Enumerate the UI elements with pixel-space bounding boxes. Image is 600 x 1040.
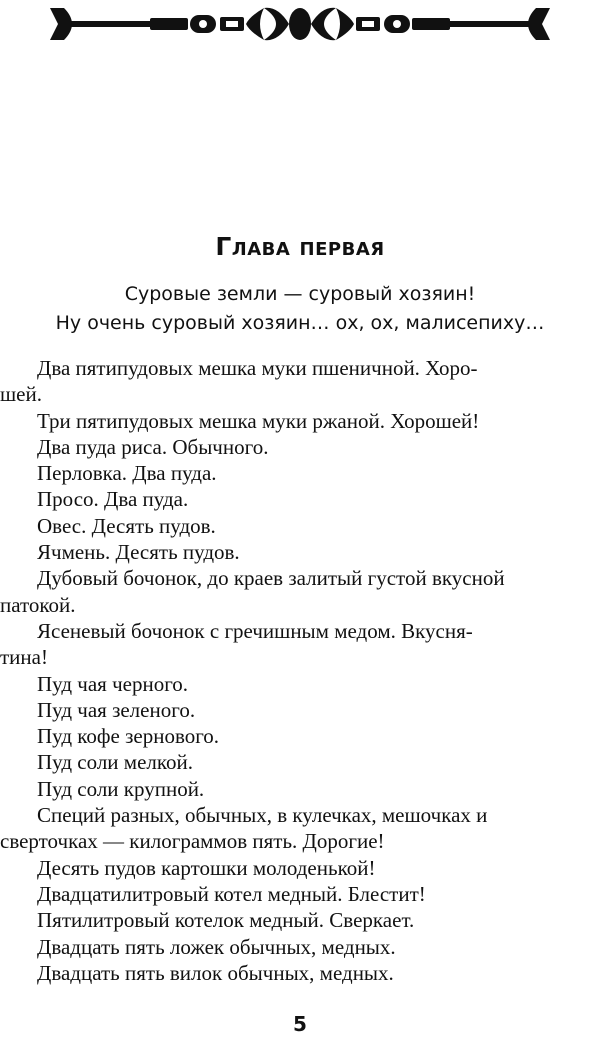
paragraph-line: Десять пудов картошки молоденькой! (37, 855, 376, 880)
epigraph-line: Суровые земли — суровый хозяин! (124, 283, 476, 305)
paragraph (37, 881, 598, 907)
paragraph (37, 513, 598, 539)
paragraph-line: Овес. Десять пудов. (37, 513, 216, 538)
paragraph-line: Два пуда риса. Обычного. (37, 434, 269, 459)
paragraph-line: Специй разных, обычных, в кулечках, мешочках и (37, 803, 488, 828)
paragraph-line: Двадцатилитровый котел медный. Блестит! (37, 881, 426, 906)
paragraph-line: Дубовый бочонок, до краев залитый густой вкусной (37, 566, 505, 591)
epigraph (0, 280, 600, 338)
paragraph-line: Двадцать пять вилок обычных, медных. (37, 960, 394, 985)
paragraph (0, 802, 598, 855)
paragraph (37, 408, 598, 434)
paragraph (37, 749, 598, 775)
paragraph (37, 434, 598, 460)
epigraph-line: Ну очень суровый хозяин… ох, ох, малисепиху… (55, 312, 545, 334)
paragraph-line: Пуд чая зеленого. (37, 697, 196, 722)
paragraph (37, 776, 598, 802)
paragraph-line: Пуд соли мелкой. (37, 750, 194, 775)
paragraph-line: Просо. Два пуда. (37, 487, 189, 512)
paragraph (37, 960, 598, 986)
paragraph (37, 697, 598, 723)
paragraph (37, 907, 598, 933)
paragraph-continuation: патокой. (0, 592, 76, 617)
paragraph (0, 355, 598, 408)
paragraph-continuation: тина! (0, 645, 48, 670)
paragraph-line: Ячмень. Десять пудов. (37, 540, 240, 565)
paragraph (37, 460, 598, 486)
chapter-title: Глава первая (215, 232, 385, 261)
paragraph-continuation: сверточках — килограммов пять. Дорогие! (0, 829, 385, 854)
paragraph (37, 539, 598, 565)
decorative-ornament-icon (50, 2, 550, 46)
paragraph (37, 486, 598, 512)
paragraph-line: Перловка. Два пуда. (37, 461, 217, 486)
paragraph-continuation: шей. (0, 382, 42, 407)
paragraph (0, 565, 598, 618)
paragraph (37, 671, 598, 697)
paragraph (37, 934, 598, 960)
paragraph-line: Два пятипудовых мешка муки пшеничной. Хоро- (37, 356, 478, 380)
paragraph-line: Пуд кофе зернового. (37, 724, 220, 749)
paragraph-line: Пятилитровый котелок медный. Сверкает. (37, 908, 415, 933)
page-number: 5 (293, 1012, 307, 1036)
paragraph (0, 618, 598, 671)
paragraph-line: Пуд соли крупной. (37, 776, 205, 801)
paragraph-line: Три пятипудовых мешка муки ржаной. Хорошей! (37, 408, 480, 433)
paragraph (37, 723, 598, 749)
paragraph-line: Двадцать пять ложек обычных, медных. (37, 934, 396, 959)
paragraph (37, 855, 598, 881)
paragraph-line: Ясеневый бочонок с гречишным медом. Вкусня- (37, 618, 473, 643)
paragraph-line: Пуд чая черного. (37, 671, 189, 696)
body-text (0, 355, 598, 986)
